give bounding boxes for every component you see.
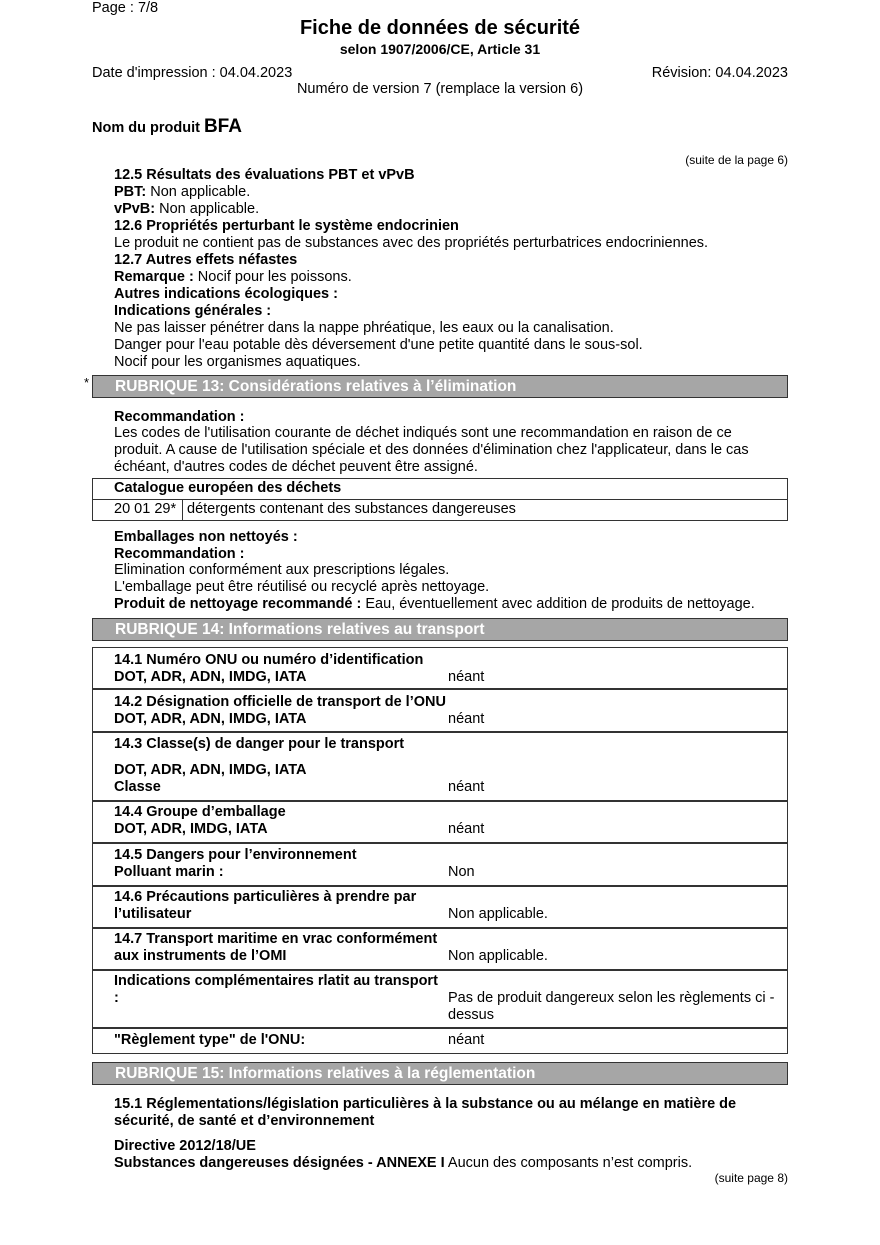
recommendation-line-1: Les codes de l'utilisation courante de déchet indiqués sont une recommandation en raison de ce <box>114 425 732 441</box>
remark-value: Nocif pour les poissons. <box>193 269 352 285</box>
row-label: Polluant marin : <box>114 864 224 880</box>
catalogue-header: Catalogue européen des déchets <box>114 480 342 496</box>
row-label-class: Classe <box>114 779 161 795</box>
row-label: : <box>114 990 119 1006</box>
row-heading: 14.7 Transport maritime en vrac conformément <box>114 931 438 947</box>
continued-to: (suite page 8) <box>714 1171 788 1185</box>
annex-label: Substances dangereuses désignées - ANNEXE I <box>114 1155 445 1171</box>
transport-row-14-3 <box>92 732 788 801</box>
vpvb-value: Non applicable. <box>155 201 260 217</box>
cleaning-line <box>114 596 755 613</box>
row-value: néant <box>448 711 485 727</box>
transport-row-un-regulation <box>92 1028 788 1054</box>
waste-code: 20 01 29* <box>114 501 177 517</box>
row-label: DOT, ADR, ADN, IMDG, IATA <box>114 762 307 778</box>
row-label: aux instruments de l’OMI <box>114 948 287 964</box>
row-value-line-1: Pas de produit dangereux selon les règlements ci - <box>448 990 775 1006</box>
endocrine-text: Le produit ne contient pas de substances avec des propriétés perturbatrices endocriniennes. <box>114 235 709 251</box>
packaging-recommendation-heading: Recommandation : <box>114 546 245 562</box>
remark-label: Remarque : <box>114 269 194 285</box>
general-line-1: Ne pas laisser pénétrer dans la nappe phréatique, les eaux ou la canalisation. <box>114 320 614 336</box>
print-date: Date d'impression : 04.04.2023 <box>92 65 293 81</box>
row-heading: 14.2 Désignation officielle de transport de l’ONU <box>114 694 446 710</box>
document-subtitle: selon 1907/2006/CE, Article 31 <box>339 41 541 57</box>
section-13-header: RUBRIQUE 13: Considérations relatives à l’élimination <box>92 375 788 398</box>
row-heading: 14.6 Précautions particulières à prendre par <box>114 889 417 905</box>
document-title: Fiche de données de sécurité <box>299 17 581 39</box>
pbt-label: PBT: <box>114 184 147 200</box>
version-number: Numéro de version 7 (remplace la version 6) <box>296 81 584 97</box>
transport-row-additional <box>92 970 788 1028</box>
continued-from: (suite de la page 6) <box>685 153 788 167</box>
row-heading: 14.1 Numéro ONU ou numéro d’identification <box>114 652 424 668</box>
row-value: Non <box>448 864 475 880</box>
transport-row-14-1 <box>92 647 788 689</box>
general-line-2: Danger pour l'eau potable dès déversement d'une petite quantité dans le sous-sol. <box>114 337 643 353</box>
other-eco-heading: Autres indications écologiques : <box>114 286 338 302</box>
recommendation-heading: Recommandation : <box>114 409 245 425</box>
packaging-heading: Emballages non nettoyés : <box>114 529 298 545</box>
annex-value: Aucun des composants n’est compris. <box>444 1155 693 1171</box>
general-heading: Indications générales : <box>114 303 272 319</box>
vpvb-label: vPvB: <box>114 201 156 217</box>
directive-heading: Directive 2012/18/UE <box>114 1138 256 1154</box>
product-name-line <box>92 116 242 138</box>
heading-15-1-line-2: sécurité, de santé et d’environnement <box>114 1113 375 1129</box>
row-value: néant <box>448 821 485 837</box>
row-label: DOT, ADR, ADN, IMDG, IATA <box>114 711 307 727</box>
transport-row-14-4 <box>92 801 788 843</box>
waste-catalogue-table <box>92 478 788 521</box>
pbt-line <box>114 184 250 201</box>
table-divider <box>93 499 787 500</box>
pbt-value: Non applicable. <box>146 184 251 200</box>
row-value: Non applicable. <box>448 906 548 922</box>
waste-description: détergents contenant des substances dangereuses <box>187 501 516 517</box>
product-name: BFA <box>203 116 242 137</box>
row-heading: Indications complémentaires rlatit au transport <box>114 973 438 989</box>
transport-row-14-6 <box>92 886 788 928</box>
heading-12-6: 12.6 Propriétés perturbant le système endocrinien <box>114 218 459 234</box>
product-label: Nom du produit <box>92 120 200 136</box>
recommendation-line-2: produit. A cause de l'utilisation spéciale et des données d'élimination chez l'applicateur, dans le cas <box>114 442 749 458</box>
row-value-line-2: dessus <box>448 1007 494 1023</box>
row-label: DOT, ADR, IMDG, IATA <box>114 821 268 837</box>
row-heading: 14.4 Groupe d’emballage <box>114 804 286 820</box>
general-line-3: Nocif pour les organismes aquatiques. <box>114 354 361 370</box>
row-heading: 14.5 Dangers pour l’environnement <box>114 847 357 863</box>
recommendation-line-3: échéant, d'autres codes de déchet peuvent être assigné. <box>114 459 478 475</box>
row-value: néant <box>448 1032 485 1048</box>
page-number: Page : 7/8 <box>92 0 159 16</box>
heading-15-1-line-1: 15.1 Réglementations/législation particulières à la substance ou au mélange en matière de <box>114 1096 737 1112</box>
annex-line <box>114 1155 692 1172</box>
row-label: "Règlement type" de l'ONU: <box>114 1032 306 1048</box>
cleaning-label: Produit de nettoyage recommandé : <box>114 596 362 612</box>
heading-12-7: 12.7 Autres effets néfastes <box>114 252 298 268</box>
section-15-header: RUBRIQUE 15: Informations relatives à la réglementation <box>92 1062 788 1085</box>
revision-marker: * <box>84 375 90 390</box>
vpvb-line <box>114 201 259 218</box>
row-label: DOT, ADR, ADN, IMDG, IATA <box>114 669 307 685</box>
packaging-line-2: L'emballage peut être réutilisé ou recyclé après nettoyage. <box>114 579 490 595</box>
table-column-divider <box>182 499 183 520</box>
transport-row-14-5 <box>92 843 788 886</box>
section-14-header: RUBRIQUE 14: Informations relatives au transport <box>92 618 788 641</box>
row-value: Non applicable. <box>448 948 548 964</box>
row-value: néant <box>448 669 485 685</box>
transport-row-14-2 <box>92 689 788 732</box>
cleaning-value: Eau, éventuellement avec addition de produits de nettoyage. <box>361 596 755 612</box>
row-heading: 14.3 Classe(s) de danger pour le transport <box>114 736 405 752</box>
revision-date: Révision: 04.04.2023 <box>651 65 788 81</box>
row-value: néant <box>448 779 485 795</box>
transport-row-14-7 <box>92 928 788 970</box>
packaging-line-1: Elimination conformément aux prescriptions légales. <box>114 562 450 578</box>
heading-12-5: 12.5 Résultats des évaluations PBT et vPvB <box>114 167 415 183</box>
row-label: l’utilisateur <box>114 906 192 922</box>
remark-line <box>114 269 352 286</box>
